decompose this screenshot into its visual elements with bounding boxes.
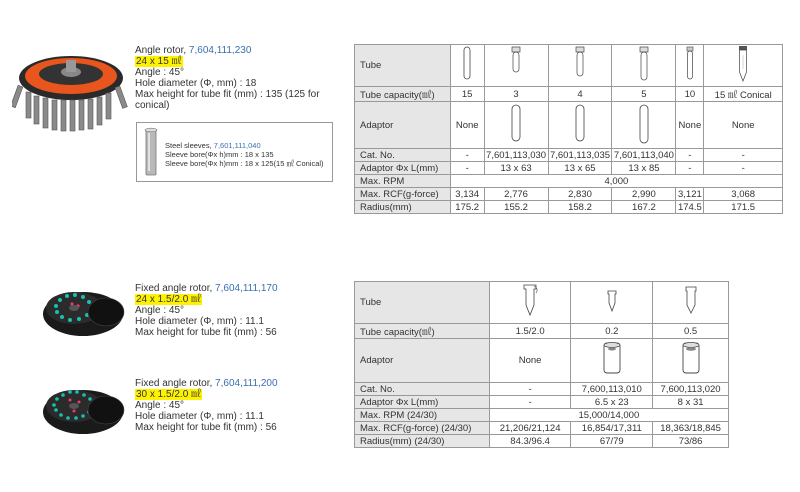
rcf-cell: 3,121 [676, 188, 704, 201]
max-rpm-value: 15,000/14,000 [489, 409, 728, 422]
rotor3-name: Fixed angle rotor, [135, 378, 216, 389]
rotor1-title [135, 45, 345, 56]
radius-cell: 67/79 [571, 435, 653, 448]
sleeve-bore-1: Sleeve bore(Φx h)mm : 18 x 135 [165, 150, 274, 159]
size-cell: 6.5 x 23 [571, 396, 653, 409]
fixed-angle-rotor-30-image [36, 378, 131, 438]
adaptor-size-header: Adaptor Φx L(mm) [355, 396, 490, 409]
rcf-cell: 2,776 [484, 188, 548, 201]
tube-icon-conical [704, 45, 783, 87]
rotor3-title [135, 378, 345, 389]
tube-icon-0.2ml [571, 282, 653, 324]
angle-rotor-image [12, 40, 130, 135]
capacity-cell: 1.5/2.0 [489, 324, 571, 339]
capacity-cell: 3 [484, 87, 548, 102]
size-cell: - [704, 162, 783, 175]
size-cell: - [676, 162, 704, 175]
radius-header: Radius(mm) [355, 201, 451, 214]
sleeve-title [165, 141, 330, 150]
capacity-cell: 0.2 [571, 324, 653, 339]
rotor3-description [135, 378, 345, 433]
max-rpm-header: Max. RPM (24/30) [355, 409, 490, 422]
size-cell: 13 x 85 [612, 162, 676, 175]
rotor2-max-height: Max height for tube fit (mm) : 56 [135, 327, 277, 338]
rcf-cell: 18,363/18,845 [653, 422, 729, 435]
catno-cell: 7,601,113,035 [549, 149, 611, 161]
tube-icon-10ml [676, 45, 704, 87]
steel-sleeve-box [136, 122, 333, 182]
rotor1-hole-diameter: Hole diameter (Φ, mm) : 18 [135, 78, 257, 89]
adaptor-header: Adaptor [355, 102, 451, 149]
rotor2-capacity: 24 x 1.5/2.0 ㎖ [136, 294, 202, 305]
tube-icon-4ml [548, 45, 612, 87]
capacity-cell: 15 [450, 87, 484, 102]
sleeve-bore-2: Sleeve bore(Φx h)mm : 18 x 125(15 ㎖ Conical) [165, 159, 324, 168]
capacity-cell: 10 [676, 87, 704, 102]
size-cell: 8 x 31 [653, 396, 729, 409]
rotor1-description [135, 45, 345, 111]
catno-cell: 7,601,113,030 [486, 149, 547, 161]
tube-header: Tube [355, 45, 451, 87]
tube-icon-15ml [450, 45, 484, 87]
rotor2-hole-diameter: Hole diameter (Φ, mm) : 11.1 [135, 316, 264, 327]
adaptor-cell: None [704, 102, 783, 149]
radius-header: Radius(mm) (24/30) [355, 435, 490, 448]
capacity-cell: 4 [548, 87, 612, 102]
rotor2-name: Fixed angle rotor, [135, 283, 216, 294]
radius-cell: 175.2 [450, 201, 484, 214]
sleeve-name: Steel sleeves, [165, 141, 214, 150]
catno-header: Cat. No. [355, 383, 490, 396]
rcf-cell: 2,830 [548, 188, 612, 201]
radius-cell: 167.2 [612, 201, 676, 214]
size-cell: 13 x 63 [484, 162, 548, 175]
radius-cell: 73/86 [653, 435, 729, 448]
rotor1-angle: Angle : 45° [135, 67, 185, 78]
adaptor-icon-4ml [548, 102, 612, 149]
tube-icon-3ml [484, 45, 548, 87]
rotor3-hole-diameter: Hole diameter (Φ, mm) : 11.1 [135, 411, 264, 422]
rcf-cell: 3,134 [450, 188, 484, 201]
adaptor-icon-0.2ml [571, 339, 653, 383]
radius-cell: 171.5 [704, 201, 783, 214]
catno-cell: - [704, 149, 783, 162]
adaptor-cell: None [676, 102, 704, 149]
rotor2-title [135, 283, 345, 294]
adaptor-icon-5ml [612, 102, 676, 149]
adaptor-icon-0.5ml [653, 339, 729, 383]
rotor1-name: Angle rotor, [135, 45, 189, 56]
rotor3-angle: Angle : 45° [135, 400, 185, 411]
catno-cell: 7,600,113,010 [571, 383, 653, 396]
size-cell: - [489, 396, 571, 409]
radius-cell: 158.2 [548, 201, 612, 214]
rcf-cell: 3,068 [704, 188, 783, 201]
tube-capacity-header: Tube capacity(㎖) [355, 324, 490, 339]
radius-cell: 84.3/96.4 [489, 435, 571, 448]
rotor3-cat-link[interactable]: 7,604,111,200 [215, 378, 278, 389]
radius-cell: 155.2 [484, 201, 548, 214]
steel-sleeve-image [141, 127, 161, 177]
rotor2-description [135, 283, 345, 338]
catno-cell: - [489, 383, 571, 396]
angle-rotor-spec-table [354, 44, 783, 214]
catno-cell: - [450, 149, 484, 162]
adaptor-cell: None [450, 102, 484, 149]
tube-header: Tube [355, 282, 490, 324]
max-rpm-header: Max. RPM [355, 175, 451, 188]
capacity-cell: 5 [612, 87, 676, 102]
max-rcf-header: Max. RCF(g-force) [355, 188, 451, 201]
fixed-angle-rotor-spec-table [354, 281, 729, 448]
size-cell: - [450, 162, 484, 175]
tube-icon-0.5ml [653, 282, 729, 324]
rotor1-cat-link[interactable]: 7,604,111,230 [188, 45, 252, 56]
tube-capacity-header: Tube capacity(㎖) [355, 87, 451, 102]
rcf-cell: 16,854/17,311 [571, 422, 653, 435]
tube-icon-1.5ml [489, 282, 571, 324]
rotor2-angle: Angle : 45° [135, 305, 185, 316]
catno-cell: 7,601,113,040 [613, 149, 674, 161]
adaptor-size-header: Adaptor Φx L(mm) [355, 162, 451, 175]
rcf-cell: 2,990 [612, 188, 676, 201]
catno-header: Cat. No. [355, 149, 451, 162]
rotor1-capacity: 24 x 15 ㎖ [136, 56, 182, 67]
rotor3-max-height: Max height for tube fit (mm) : 56 [135, 422, 277, 433]
adaptor-header: Adaptor [355, 339, 490, 383]
capacity-cell: 15 ㎖ Conical [704, 87, 783, 102]
max-rcf-header: Max. RCF(g-force) (24/30) [355, 422, 490, 435]
max-rpm-value: 4,000 [450, 175, 782, 188]
rcf-cell: 21,206/21,124 [489, 422, 571, 435]
catno-cell: 7,600,113,020 [653, 383, 729, 396]
radius-cell: 174.5 [676, 201, 704, 214]
capacity-cell: 0.5 [653, 324, 729, 339]
catno-cell: - [676, 149, 704, 162]
adaptor-icon-3ml [484, 102, 548, 149]
fixed-angle-rotor-24-image [36, 280, 131, 340]
sleeve-cat-link[interactable]: 7,601,111,040 [213, 141, 261, 150]
rotor3-capacity: 30 x 1.5/2.0 ㎖ [136, 389, 202, 400]
rotor2-cat-link[interactable]: 7,604,111,170 [215, 283, 278, 294]
adaptor-cell: None [489, 339, 571, 383]
size-cell: 13 x 65 [548, 162, 612, 175]
tube-icon-5ml [612, 45, 676, 87]
rotor1-max-height: Max height for tube fit (mm) : 135 (125 for conical) [135, 89, 320, 111]
